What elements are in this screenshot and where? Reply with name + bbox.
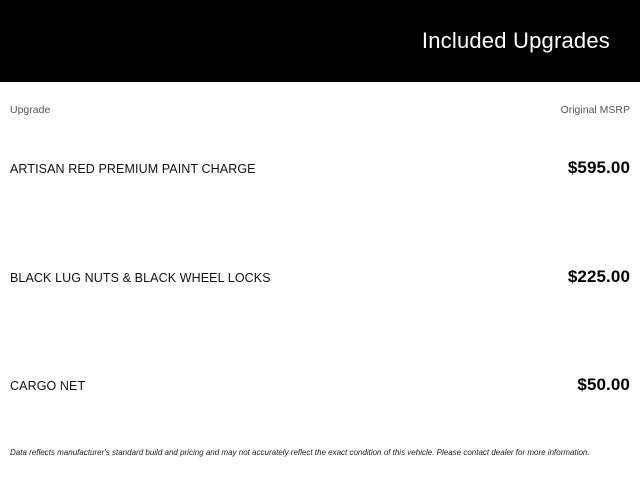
upgrade-name: ARTISAN RED PREMIUM PAINT CHARGE xyxy=(10,162,256,176)
page-title: Included Upgrades xyxy=(421,28,610,53)
upgrades-list xyxy=(10,116,630,440)
column-header-upgrade: Upgrade xyxy=(10,104,51,116)
upgrade-name: CARGO NET xyxy=(10,379,86,393)
column-header-msrp: Original MSRP xyxy=(560,104,630,116)
table-header-row xyxy=(10,82,630,116)
disclaimer-text: Data reflects manufacturer's standard build and pricing and may not accurately reflect the exact condition of this vehicle. Please contact dealer for more information. xyxy=(10,448,590,457)
table-row xyxy=(10,332,630,440)
upgrades-content xyxy=(0,82,640,458)
upgrade-price: $50.00 xyxy=(577,375,630,394)
table-row xyxy=(10,224,630,332)
page-header xyxy=(0,0,640,82)
upgrade-name: BLACK LUG NUTS & BLACK WHEEL LOCKS xyxy=(10,271,271,285)
upgrade-price: $225.00 xyxy=(567,267,630,286)
upgrade-price: $595.00 xyxy=(567,158,630,177)
table-row xyxy=(10,116,630,224)
